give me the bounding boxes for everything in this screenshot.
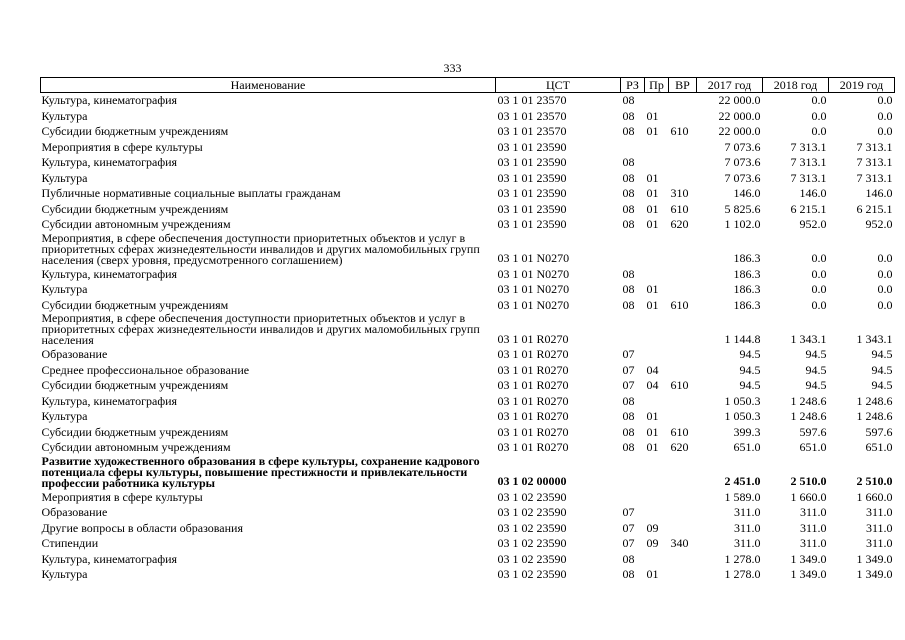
row-cst: 03 1 01 23570 [497, 93, 567, 107]
row-name: Субсидии бюджетным учреждениям [41, 201, 229, 216]
row-pr [645, 505, 669, 521]
row-vr [669, 363, 697, 379]
row-value-2018: 0.0 [811, 93, 827, 107]
row-cst: 03 1 01 23590 [497, 186, 567, 200]
table-row [41, 425, 895, 441]
row-value-2019: 311.0 [865, 520, 893, 535]
row-value-2018: 94.5 [805, 378, 827, 392]
row-name: Культура [41, 170, 88, 185]
table-row [41, 490, 895, 506]
row-rz: 07 [622, 347, 635, 361]
row-name: Среднее профессиональное образование [41, 362, 250, 377]
row-value-2018: 0.0 [811, 124, 827, 138]
row-cst: 03 1 02 23590 [497, 520, 567, 535]
row-value-2018: 0.0 [811, 297, 827, 312]
row-cst: 03 1 01 R0270 [497, 378, 569, 392]
row-cst: 03 1 01 23590 [497, 217, 567, 231]
table-row [41, 298, 895, 314]
row-vr: 310 [670, 186, 689, 200]
row-name: Культура [41, 282, 88, 296]
row-value-2019: 146.0 [865, 186, 893, 200]
row-vr: 620 [670, 440, 689, 454]
row-value-2017: 2 451.0 [724, 474, 761, 488]
row-vr: 610 [670, 378, 689, 392]
row-value-2017: 186.3 [733, 251, 761, 265]
row-name: Другие вопросы в области образования [41, 520, 243, 535]
row-pr: 01 [646, 124, 659, 138]
row-cst: 03 1 01 23570 [497, 108, 567, 123]
table-row [41, 267, 895, 283]
row-name: Субсидии бюджетным учреждениям [41, 297, 229, 312]
table-row [41, 282, 895, 298]
row-pr [645, 456, 669, 490]
row-value-2019: 0.0 [877, 251, 893, 265]
row-value-2019: 597.6 [865, 424, 893, 439]
header-2019: 2019 год [829, 78, 895, 93]
row-name: Мероприятия, в сфере обеспечения доступности приоритетных объектов и услуг в приоритетных сферах жизнедеятельности инвалидов и других маломобильных групп населения [41, 313, 480, 347]
row-value-2019: 1 248.6 [856, 393, 893, 408]
row-rz: 08 [622, 124, 635, 138]
row-pr [645, 140, 669, 156]
row-value-2018: 7 313.1 [790, 170, 827, 185]
row-value-2019: 0.0 [877, 124, 893, 138]
table-row [41, 567, 895, 583]
row-rz: 08 [622, 424, 635, 439]
row-rz: 08 [622, 282, 635, 296]
row-pr: 01 [646, 409, 659, 423]
row-name: Субсидии автономным учреждениям [41, 217, 231, 231]
row-value-2018: 311.0 [799, 520, 827, 535]
row-pr: 01 [646, 282, 659, 296]
row-name: Образование [41, 347, 108, 361]
row-vr: 610 [670, 124, 689, 138]
row-rz: 08 [622, 409, 635, 423]
row-vr [669, 490, 697, 506]
row-vr [669, 233, 697, 267]
row-name: Субсидии бюджетным учреждениям [41, 124, 229, 138]
row-value-2018: 0.0 [811, 282, 827, 296]
row-value-2018: 1 248.6 [790, 409, 827, 423]
row-rz: 07 [622, 505, 635, 519]
row-value-2017: 1 144.8 [724, 331, 761, 346]
row-value-2018: 311.0 [799, 505, 827, 519]
row-value-2019: 952.0 [865, 217, 893, 231]
row-name: Стипендии [41, 536, 99, 550]
row-value-2018: 7 313.1 [790, 155, 827, 169]
row-value-2019: 94.5 [871, 362, 893, 377]
row-value-2019: 1 343.1 [856, 331, 893, 346]
row-value-2018: 651.0 [799, 440, 827, 454]
row-cst: 03 1 01 N0270 [497, 266, 570, 281]
row-pr: 01 [646, 567, 659, 581]
row-value-2017: 399.3 [733, 424, 761, 439]
row-value-2017: 1 278.0 [724, 567, 761, 581]
row-cst: 03 1 01 R0270 [497, 347, 569, 361]
row-vr [669, 140, 697, 156]
table-row [41, 109, 895, 125]
row-value-2018: 94.5 [805, 362, 827, 377]
table-row [41, 347, 895, 363]
row-rz: 08 [622, 567, 635, 581]
table-header-row [41, 78, 895, 93]
row-cst: 03 1 02 23590 [497, 551, 567, 566]
row-value-2018: 0.0 [811, 108, 827, 123]
table-row [41, 409, 895, 425]
row-name: Субсидии бюджетным учреждениям [41, 424, 229, 439]
table-row [41, 93, 895, 109]
budget-table [40, 77, 895, 583]
row-value-2017: 1 050.3 [724, 393, 761, 408]
row-rz: 07 [622, 378, 635, 392]
table-row [41, 394, 895, 410]
row-pr: 01 [646, 424, 659, 439]
row-cst: 03 1 01 R0270 [497, 440, 569, 454]
row-value-2017: 94.5 [739, 347, 761, 361]
row-value-2017: 651.0 [733, 440, 761, 454]
row-pr [645, 394, 669, 410]
row-name: Культура, кинематография [41, 551, 178, 566]
row-value-2017: 1 278.0 [724, 551, 761, 566]
row-cst: 03 1 02 23590 [497, 489, 567, 504]
row-name: Мероприятия в сфере культуры [41, 489, 203, 504]
row-name: Культура, кинематография [41, 266, 178, 281]
row-value-2017: 186.3 [733, 297, 761, 312]
row-value-2018: 94.5 [805, 347, 827, 361]
row-vr [669, 109, 697, 125]
table-row [41, 186, 895, 202]
row-rz [621, 490, 645, 506]
row-rz [621, 456, 645, 490]
row-value-2018: 597.6 [799, 424, 827, 439]
row-cst: 03 1 01 23570 [497, 124, 567, 138]
row-value-2019: 7 313.1 [856, 155, 893, 169]
row-cst: 03 1 01 N0270 [497, 251, 570, 265]
row-value-2019: 94.5 [871, 347, 893, 361]
row-value-2018: 146.0 [799, 186, 827, 200]
row-value-2017: 94.5 [739, 362, 761, 377]
row-rz: 08 [622, 170, 635, 185]
row-cst: 03 1 01 R0270 [497, 393, 569, 408]
row-vr: 610 [670, 297, 689, 312]
row-rz: 08 [622, 266, 635, 281]
row-rz: 08 [622, 108, 635, 123]
row-rz: 07 [622, 362, 635, 377]
row-pr: 09 [646, 536, 659, 550]
row-value-2018: 1 343.1 [790, 331, 827, 346]
row-cst: 03 1 02 23590 [497, 536, 567, 550]
row-value-2019: 311.0 [865, 536, 893, 550]
row-vr [669, 267, 697, 283]
table-row [41, 171, 895, 187]
row-rz [621, 313, 645, 347]
row-pr [645, 267, 669, 283]
row-pr: 01 [646, 186, 659, 200]
row-pr [645, 155, 669, 171]
table-row [41, 363, 895, 379]
table-row [41, 456, 895, 490]
row-value-2019: 0.0 [877, 266, 893, 281]
row-value-2019: 1 660.0 [856, 489, 893, 504]
row-vr [669, 552, 697, 568]
row-name: Культура, кинематография [41, 93, 178, 107]
row-vr [669, 171, 697, 187]
header-rz: РЗ [621, 78, 645, 93]
table-row [41, 505, 895, 521]
row-value-2019: 1 248.6 [856, 409, 893, 423]
row-value-2019: 0.0 [877, 282, 893, 296]
row-pr [645, 490, 669, 506]
row-vr [669, 409, 697, 425]
row-value-2017: 1 050.3 [724, 409, 761, 423]
table-row [41, 552, 895, 568]
row-pr: 01 [646, 170, 659, 185]
row-name: Культура [41, 108, 88, 123]
row-pr: 01 [646, 440, 659, 454]
row-name: Культура [41, 409, 88, 423]
row-name: Культура [41, 567, 88, 581]
row-value-2018: 7 313.1 [790, 139, 827, 154]
row-cst: 03 1 01 R0270 [497, 409, 569, 423]
table-row [41, 140, 895, 156]
row-value-2017: 1 589.0 [724, 489, 761, 504]
table-row [41, 378, 895, 394]
row-rz: 08 [622, 93, 635, 107]
row-rz [621, 140, 645, 156]
table-row [41, 313, 895, 347]
table-row [41, 155, 895, 171]
row-rz: 08 [622, 217, 635, 231]
row-name: Мероприятия в сфере культуры [41, 139, 203, 154]
row-value-2018: 2 510.0 [790, 474, 827, 488]
header-pr: Пр [645, 78, 669, 93]
row-value-2019: 1 349.0 [856, 551, 893, 566]
row-vr: 340 [670, 536, 689, 550]
row-vr [669, 282, 697, 298]
row-rz: 08 [622, 551, 635, 566]
header-cst: ЦСТ [496, 78, 621, 93]
row-name: Культура, кинематография [41, 393, 178, 408]
row-value-2019: 1 349.0 [856, 567, 893, 581]
page-number: 333 [443, 61, 462, 75]
row-cst: 03 1 01 23590 [497, 201, 567, 216]
row-vr: 610 [670, 201, 689, 216]
row-rz: 07 [622, 536, 635, 550]
row-name: Культура, кинематография [41, 155, 178, 169]
row-value-2017: 7 073.6 [724, 155, 761, 169]
row-value-2019: 0.0 [877, 93, 893, 107]
row-value-2017: 186.3 [733, 282, 761, 296]
row-value-2019: 0.0 [877, 297, 893, 312]
row-name: Развитие художественного образования в сфере культуры, сохранение кадрового потенциала сферы культуры, повышение престижности и привлекательности профессии работника культуры [41, 455, 480, 490]
row-name: Субсидии автономным учреждениям [41, 440, 231, 454]
row-value-2019: 6 215.1 [856, 201, 893, 216]
row-vr [669, 313, 697, 347]
row-cst: 03 1 01 23590 [497, 155, 567, 169]
row-value-2017: 22 000.0 [718, 124, 761, 138]
row-value-2019: 0.0 [877, 108, 893, 123]
row-cst: 03 1 01 N0270 [497, 282, 570, 296]
row-value-2017: 5 825.6 [724, 201, 761, 216]
row-value-2019: 7 313.1 [856, 139, 893, 154]
row-pr [645, 233, 669, 267]
row-name: Публичные нормативные социальные выплаты гражданам [41, 186, 341, 200]
row-value-2017: 7 073.6 [724, 170, 761, 185]
row-pr: 01 [646, 217, 659, 231]
row-vr: 620 [670, 217, 689, 231]
row-value-2019: 7 313.1 [856, 170, 893, 185]
row-cst: 03 1 02 23590 [497, 567, 567, 581]
row-pr [645, 347, 669, 363]
row-value-2017: 22 000.0 [718, 108, 761, 123]
row-rz: 08 [622, 440, 635, 454]
row-name: Образование [41, 505, 108, 519]
row-value-2017: 311.0 [733, 505, 761, 519]
header-2017: 2017 год [697, 78, 763, 93]
row-pr: 04 [646, 378, 659, 392]
row-cst: 03 1 02 00000 [497, 474, 567, 488]
row-rz: 08 [622, 393, 635, 408]
row-pr: 09 [646, 520, 659, 535]
table-row [41, 521, 895, 537]
row-value-2017: 146.0 [733, 186, 761, 200]
row-value-2019: 2 510.0 [856, 474, 893, 488]
row-cst: 03 1 02 23590 [497, 505, 567, 519]
table-row [41, 124, 895, 140]
row-value-2018: 952.0 [799, 217, 827, 231]
row-name: Мероприятия, в сфере обеспечения доступности приоритетных объектов и услуг в приоритетных сферах жизнедеятельности инвалидов и других маломобильных групп населения (сверх уровня, предусмотренного соглашением) [41, 232, 480, 267]
row-pr [645, 313, 669, 347]
row-value-2017: 1 102.0 [724, 217, 761, 231]
row-pr [645, 552, 669, 568]
row-value-2018: 311.0 [799, 536, 827, 550]
row-value-2018: 1 248.6 [790, 393, 827, 408]
row-value-2018: 0.0 [811, 266, 827, 281]
row-pr [645, 93, 669, 109]
row-rz: 07 [622, 520, 635, 535]
row-value-2018: 1 349.0 [790, 567, 827, 581]
row-value-2017: 311.0 [733, 520, 761, 535]
row-value-2019: 651.0 [865, 440, 893, 454]
table-row [41, 217, 895, 233]
row-vr [669, 567, 697, 583]
table-row [41, 202, 895, 218]
row-rz: 08 [622, 297, 635, 312]
row-cst: 03 1 01 R0270 [497, 362, 569, 377]
row-cst: 03 1 01 R0270 [497, 424, 569, 439]
row-vr [669, 347, 697, 363]
row-cst: 03 1 01 23590 [497, 139, 567, 154]
header-2018: 2018 год [763, 78, 829, 93]
row-vr: 610 [670, 424, 689, 439]
table-row [41, 233, 895, 267]
row-rz: 08 [622, 155, 635, 169]
row-vr [669, 394, 697, 410]
row-vr [669, 93, 697, 109]
row-value-2018: 6 215.1 [790, 201, 827, 216]
row-value-2019: 94.5 [871, 378, 893, 392]
row-vr [669, 521, 697, 537]
row-cst: 03 1 01 R0270 [497, 331, 569, 346]
row-pr: 01 [646, 108, 659, 123]
row-value-2017: 22 000.0 [718, 93, 761, 107]
row-rz: 08 [622, 186, 635, 200]
row-value-2018: 1 349.0 [790, 551, 827, 566]
row-value-2017: 186.3 [733, 266, 761, 281]
row-pr: 01 [646, 297, 659, 312]
row-rz [621, 233, 645, 267]
header-vr: ВР [669, 78, 697, 93]
row-value-2017: 311.0 [733, 536, 761, 550]
header-name: Наименование [41, 78, 496, 93]
row-vr [669, 155, 697, 171]
row-vr [669, 505, 697, 521]
row-value-2018: 0.0 [811, 251, 827, 265]
row-value-2017: 7 073.6 [724, 139, 761, 154]
row-value-2017: 94.5 [739, 378, 761, 392]
row-cst: 03 1 01 N0270 [497, 297, 570, 312]
row-pr: 01 [646, 201, 659, 216]
row-value-2018: 1 660.0 [790, 489, 827, 504]
row-name: Субсидии бюджетным учреждениям [41, 378, 229, 392]
row-rz: 08 [622, 201, 635, 216]
row-cst: 03 1 01 23590 [497, 170, 567, 185]
row-vr [669, 456, 697, 490]
row-pr: 04 [646, 362, 659, 377]
table-row [41, 536, 895, 552]
table-row [41, 440, 895, 456]
row-value-2019: 311.0 [865, 505, 893, 519]
